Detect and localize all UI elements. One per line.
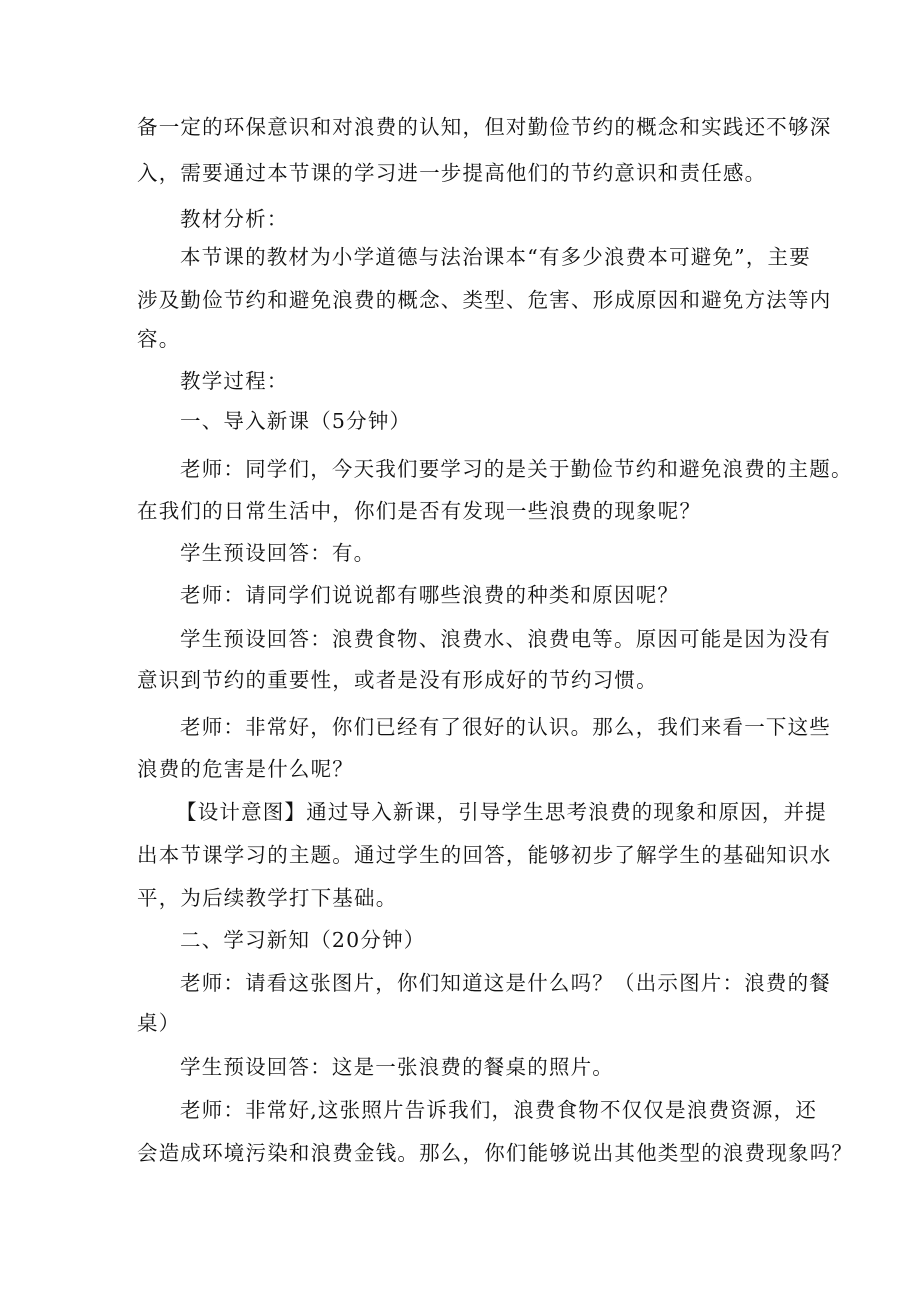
- text-line: 在我们的日常生活中，你们是否有发现一些浪费的现象呢？: [137, 499, 702, 523]
- subsection-heading: 二、学习新知（20分钟）: [180, 928, 426, 952]
- text-line: 学生预设回答：这是一张浪费的餐桌的照片。: [180, 1055, 614, 1079]
- text-line: 平，为后续教学打下基础。: [137, 886, 398, 910]
- text-line: 出本节课学习的主题。通过学生的回答，能够初步了解学生的基础知识水: [137, 843, 832, 867]
- text-line: 老师：请看这张图片，你们知道这是什么吗？（出示图片：浪费的餐: [180, 971, 831, 995]
- text-line: 浪费的危害是什么呢？: [137, 757, 354, 781]
- text-line: 老师：非常好，你们已经有了很好的认识。那么，我们来看一下这些: [180, 715, 831, 739]
- text-line: 老师：非常好,这张照片告诉我们，浪费食物不仅仅是浪费资源，还: [180, 1098, 818, 1122]
- design-intent-note: 【设计意图】通过导入新课，引导学生思考浪费的现象和原因，并提: [176, 800, 827, 824]
- section-heading: 教学过程：: [180, 369, 289, 393]
- subsection-heading: 一、导入新课（5分钟）: [180, 409, 412, 433]
- text-line: 学生预设回答：浪费食物、浪费水、浪费电等。原因可能是因为没有: [180, 627, 831, 651]
- text-line: 老师：请同学们说说都有哪些浪费的种类和原因呢？: [180, 583, 680, 607]
- text-line: 会造成环境污染和浪费金钱。那么，你们能够说出其他类型的浪费现象吗？: [137, 1141, 854, 1165]
- text-line: 老师：同学们，今天我们要学习的是关于勤俭节约和避免浪费的主题。: [180, 457, 853, 481]
- text-line: 入，需要通过本节课的学习进一步提高他们的节约意识和责任感。: [137, 161, 767, 185]
- text-line: 意识到节约的重要性，或者是没有形成好的节约习惯。: [137, 668, 658, 692]
- text-line: 本节课的教材为小学道德与法治课本“有多少浪费本可避免”，主要: [180, 245, 811, 269]
- text-line: 涉及勤俭节约和避免浪费的概念、类型、危害、形成原因和避免方法等内: [137, 288, 832, 312]
- text-line: 学生预设回答：有。: [180, 541, 376, 565]
- text-line: 容。: [137, 327, 181, 351]
- text-line: 桌）: [137, 1011, 181, 1035]
- section-heading: 教材分析：: [180, 207, 289, 231]
- text-line: 备一定的环保意识和对浪费的认知，但对勤俭节约的概念和实践还不够深: [137, 115, 832, 139]
